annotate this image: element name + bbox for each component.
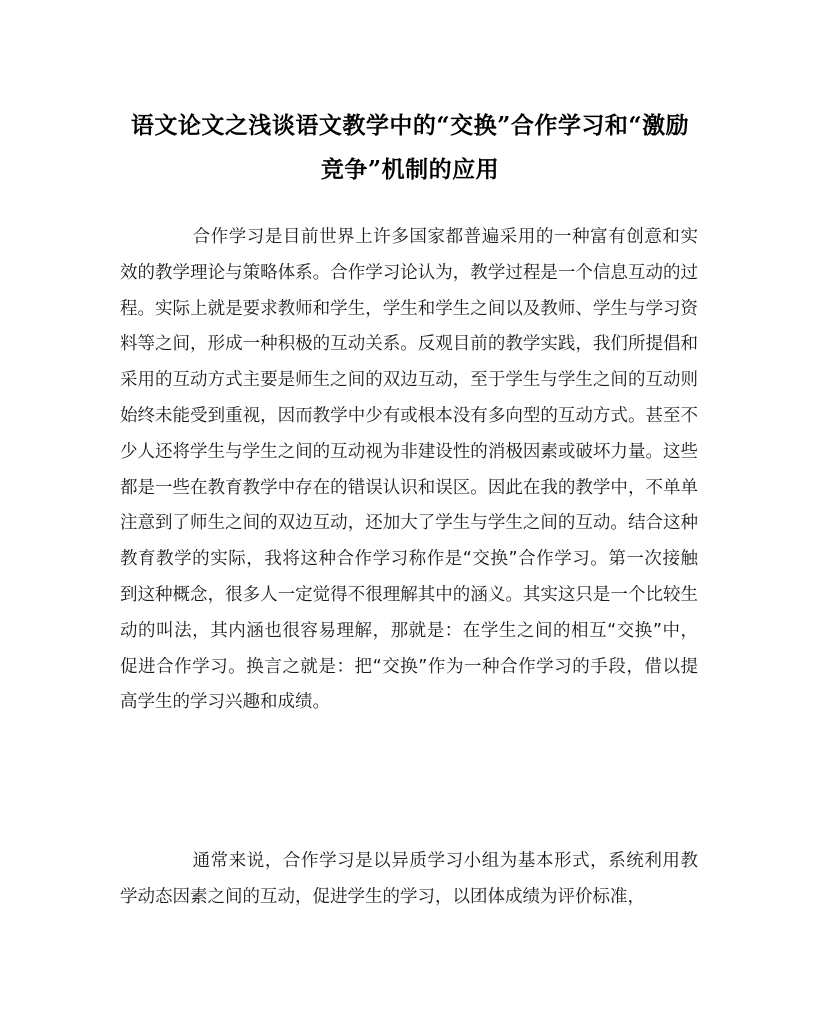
paragraph-2-text: 通常来说，合作学习是以异质学习小组为基本形式，系统利用教学动态因素之间的互动，促进学生的学习，以团体成绩为评价标准， xyxy=(120,851,698,907)
paragraph-2 xyxy=(120,844,698,916)
paragraph-1-text: 合作学习是目前世界上许多国家都普遍采用的一种富有创意和实效的教学理论与策略体系。合作学习论认为，教学过程是一个信息互动的过程。实际上就是要求教师和学生，学生和学生之间以及教师、学生与学习资料等之间，形成一种积极的互动关系。反观目前的教学实践，我们所提倡和采用的互动方式主要是师生之间的双边互动，至于学生与学生之间的互动则始终未能受到重视，因而教学中少有或根本没有多向型的互动方式。甚至不少人还将学生与学生之间的互动视为非建设性的消极因素或破坏力量。这些都是一些在教育教学中存在的错误认识和误区。因此在我的教学中，不单单注意到了师生之间的双边互动，还加大了学生与学生之间的互动。结合这种教育教学的实际，我将这种合作学习称作是“交换”合作学习。第一次接触到这种概念，很多人一定觉得不很理解其中的涵义。其实这只是一个比较生动的叫法，其内涵也很容易理解，那就是：在学生之间的相互“交换”中，促进合作学习。换言之就是：把“交换”作为一种合作学习的手段，借以提高学生的学习兴趣和成绩。 xyxy=(120,227,698,713)
paragraph-1 xyxy=(120,220,698,721)
document-title: 语文论文之浅谈语文教学中的“交换”合作学习和“激励竞争”机制的应用 xyxy=(130,112,690,183)
